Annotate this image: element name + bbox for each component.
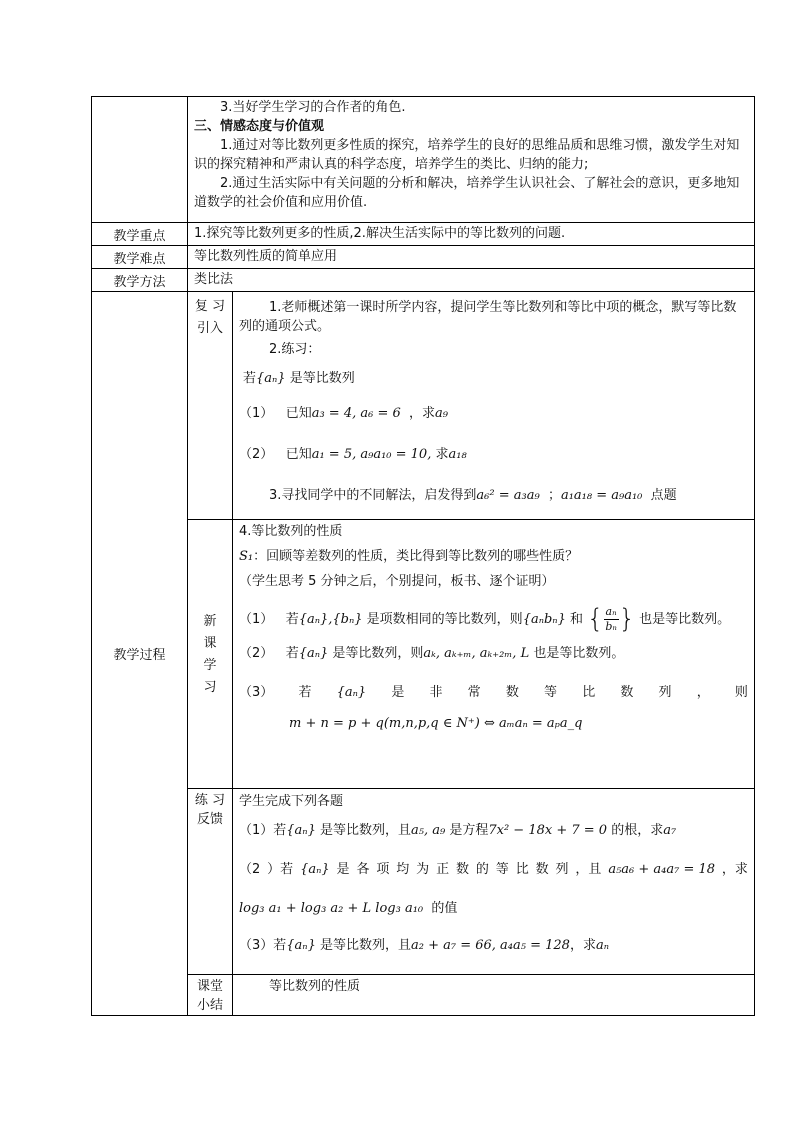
- new-lesson-label-cell: [188, 520, 233, 789]
- new-lesson-note: （学生思考 5 分钟之后，个别提问，板书、逐个证明）: [239, 574, 555, 589]
- new-lesson-label-char-4: 习: [203, 680, 217, 695]
- property-1: （1） 若 {aₙ},{bₙ} 是项数相同的等比数列，则 {aₙbₙ} 和 { aₙ bₙ } 也是等比数列。: [239, 604, 731, 634]
- review-question-1: （1） 已知a₃ = 4, a₆ = 6 ，求a₉: [239, 406, 448, 421]
- method-label: 教学方法: [92, 269, 188, 292]
- summary-label-cell: [188, 975, 233, 1016]
- property-3-line1: （3） 若 {aₙ} 是 非 常 数 等 比 数 列 ， 则: [239, 685, 748, 700]
- practice-label-line1: 练 习: [194, 793, 226, 808]
- practice-row: [92, 789, 755, 975]
- new-lesson-title: 4.等比数列的性质: [239, 524, 343, 539]
- summary-label-line1: 课堂: [196, 979, 223, 994]
- review-label-cell: [188, 292, 233, 520]
- difficulty-text: 等比数列性质的简单应用: [194, 249, 338, 264]
- key-point-label: 教学重点: [92, 223, 188, 246]
- summary-text: 等比数列的性质: [269, 979, 361, 994]
- new-lesson-content-cell: [233, 520, 755, 789]
- practice-content-cell: [233, 789, 755, 975]
- method-text: 类比法: [194, 272, 234, 287]
- review-paragraph-3: 3.寻找同学中的不同解法，启发得到a₆² = a₃a₉ ；a₁a₁₈ = a₉a₁₀ 点题: [269, 488, 677, 503]
- difficulty-row: [92, 246, 755, 269]
- new-lesson-row: [92, 520, 755, 789]
- review-sequence-statement: 若{aₙ} 是等比数列: [243, 371, 355, 386]
- section3-paragraph-2: 2.通过生活实际中有关问题的分析和解决，培养学生认识社会、了解社会的意识，更多地知道数学的社会价值和应用价值.: [194, 176, 740, 210]
- process-label: 教学过程: [92, 292, 188, 1016]
- new-lesson-label-char-2: 课: [203, 636, 217, 651]
- property-3-formula: m + n = p + q(m,n,p,q ∈ N⁺) ⇔ aₘaₙ = aₚa_q: [289, 716, 583, 731]
- review-label-line2: 引入: [196, 321, 223, 336]
- difficulty-label: 教学难点: [92, 246, 188, 269]
- review-paragraph-2: 2.练习：: [269, 342, 321, 357]
- new-lesson-label-char-3: 学: [203, 658, 217, 673]
- new-lesson-label-char-1: 新: [203, 614, 217, 629]
- objective-item-3: 3.当好学生学习的合作者的角色.: [220, 100, 406, 115]
- review-paragraph-1: 1.老师概述第一课时所学内容，提问学生等比数列和等比中项的概念，默写等比数列的通项公式。: [239, 300, 737, 334]
- exercise-3: （3）若{aₙ} 是等比数列，且a₂ + a₇ = 66, a₄a₅ = 128，求aₙ: [239, 938, 609, 953]
- exercise-2-line2: log₃ a₁ + log₃ a₂ + L log₃ a₁₀ 的值: [239, 901, 458, 916]
- objectives-label-cell: [92, 97, 188, 223]
- new-lesson-s1: S₁：回顾等差数列的性质，类比得到等比数列的哪些性质？: [239, 549, 579, 564]
- summary-label-line2: 小结: [196, 998, 223, 1013]
- property-2: （2） 若{aₙ} 是等比数列，则aₖ, aₖ₊ₘ, aₖ₊₂ₘ, L 也是等比数列。: [239, 646, 625, 661]
- review-content-cell: [233, 292, 755, 520]
- method-row: [92, 269, 755, 292]
- section3-paragraph-1: 1.通过对等比数列更多性质的探究，培养学生的良好的思维品质和思维习惯，激发学生对知识的探究精神和严肃认真的科学态度，培养学生的类比、归纳的能力;: [194, 138, 740, 172]
- sequence-an: {aₙ}: [256, 371, 286, 386]
- section3-heading: 三、情感态度与价值观: [194, 119, 325, 134]
- review-row: [92, 292, 755, 520]
- review-label-line1: 复 习: [194, 299, 226, 314]
- fraction-braces: { aₙ bₙ }: [587, 604, 636, 634]
- objectives-cell: [188, 97, 755, 223]
- exercise-2-line1: （2 ）若 {aₙ} 是 各 项 均 为 正 数 的 等 比 数 列 ，且 a₅a₆ + a₄a₇ = 18 ，求: [239, 862, 748, 877]
- key-point-row: [92, 223, 755, 246]
- review-question-2: （2） 已知a₁ = 5, a₉a₁₀ = 10, 求a₁₈: [239, 447, 467, 462]
- practice-intro: 学生完成下列各题: [239, 794, 344, 809]
- practice-label-cell: [188, 789, 233, 975]
- practice-label-line2: 反馈: [196, 812, 223, 827]
- lesson-plan-table: [91, 96, 755, 1016]
- exercise-1: （1）若{aₙ} 是等比数列，且a₅, a₉ 是方程7x² − 18x + 7 = 0 的根，求a₇: [239, 823, 677, 838]
- key-point-text: 1.探究等比数列更多的性质,2.解决生活实际中的等比数列的问题.: [194, 226, 566, 241]
- summary-row: [92, 975, 755, 1016]
- objectives-row: [92, 97, 755, 223]
